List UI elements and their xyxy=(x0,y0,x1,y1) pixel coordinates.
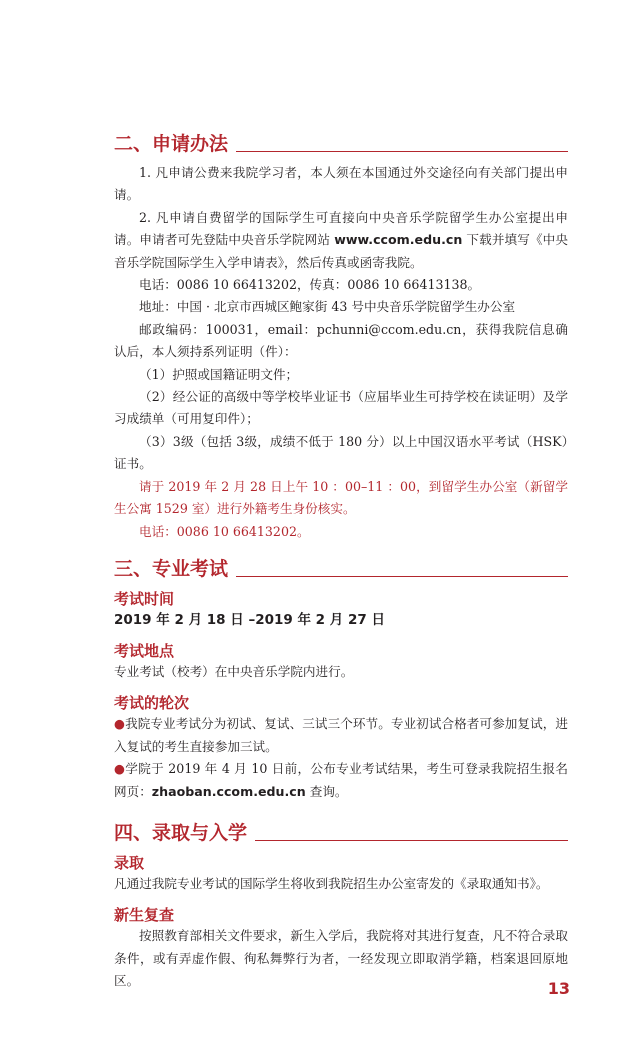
bullet-icon: ● xyxy=(114,716,126,732)
section-title: 三、专业考试 xyxy=(114,557,229,580)
rounds-item-2 xyxy=(114,758,568,803)
verification-phone: 电话：0086 10 66413202。 xyxy=(139,523,310,539)
subheading-exam-place: 考试地点 xyxy=(114,641,175,660)
section-heading-exam xyxy=(114,553,568,581)
section-rule xyxy=(236,576,568,577)
subheading-exam-rounds: 考试的轮次 xyxy=(114,694,190,713)
requirement-item-1: （1）护照或国籍证明文件； xyxy=(139,366,299,382)
requirement-item-2: （2）经公证的高级中等学校毕业证书（应届毕业生可持学校在读证明）及学习成绩单（可用复印件）； xyxy=(114,389,568,427)
exam-place-text: 专业考试（校考）在中央音乐学院内进行。 xyxy=(114,663,354,679)
page-number: 13 xyxy=(547,979,570,998)
section-rule xyxy=(255,840,568,841)
page-content xyxy=(114,128,568,993)
verification-notice: 请于 2019 年 2 月 28 日上午 10 ：00–11 ：00，到留学生办公室（新留学生公寓 1529 室）进行外籍考生身份核实。 xyxy=(114,478,568,517)
section-heading-admission xyxy=(114,817,568,845)
rounds-item-1 xyxy=(114,713,568,758)
text: 学院于 2019 年 4 月 10 日前，公布专业考试结果，考生可登录我院招生报名网页： xyxy=(114,761,568,799)
section-title: 二、申请办法 xyxy=(114,133,229,155)
admissions-link[interactable]: zhaoban.ccom.edu.cn xyxy=(151,783,306,799)
website-link[interactable]: www.ccom.edu.cn xyxy=(334,232,463,248)
contact-phone: 电话：0086 10 66413202，传真：0086 10 66413138。 xyxy=(139,277,481,293)
text: 下载并填写《中央音乐学院国际学生入学申请表》，然后传真或函寄我院。 xyxy=(114,232,568,270)
paragraph-self-funded xyxy=(114,207,568,274)
bullet-icon: ● xyxy=(114,761,126,777)
requirement-item-3: （3）3级（包括 3级，成绩不低于 180 分）以上中国汉语水平考试（HSK）证书。 xyxy=(114,433,568,472)
subheading-recheck: 新生复查 xyxy=(114,906,175,925)
section-rule xyxy=(236,151,568,152)
text: 查询。 xyxy=(305,783,348,799)
admission-text: 凡通过我院专业考试的国际学生将收到我院招生办公室寄发的《录取通知书》。 xyxy=(114,875,549,891)
text: 2. 凡申请自费留学的国际学生可直接向中央音乐学院留学生办公室提出申请。申请者可先登陆中央音乐学院网站 xyxy=(114,209,568,248)
paragraph-public-funded: 1. 凡申请公费来我院学习者，本人须在本国通过外交途径向有关部门提出申请。 xyxy=(114,165,568,203)
contact-address: 地址：中国 · 北京市西城区鲍家街 43 号中央音乐学院留学生办公室 xyxy=(139,299,516,315)
exam-date-range: 2019 年 2 月 18 日 –2019 年 2 月 27 日 xyxy=(114,611,385,628)
recheck-text: 按照教育部相关文件要求，新生入学后，我院将对其进行复查，凡不符合录取条件，或有弄虚作假、徇私舞弊行为者，一经发现立即取消学籍，档案退回原地区。 xyxy=(114,928,568,989)
section-title: 四、录取与入学 xyxy=(114,821,248,844)
text: 我院专业考试分为初试、复试、三试三个环节。专业初试合格者可参加复试，进入复试的考生直接参加三试。 xyxy=(114,716,568,754)
subheading-admission: 录取 xyxy=(114,853,145,872)
postal-email: 邮政编码：100031，email：pchunni@ccom.edu.cn，获得我院信息确认后，本人须持系列证明（件）： xyxy=(114,321,568,360)
subheading-exam-time: 考试时间 xyxy=(114,589,175,608)
section-heading-application xyxy=(114,128,568,156)
